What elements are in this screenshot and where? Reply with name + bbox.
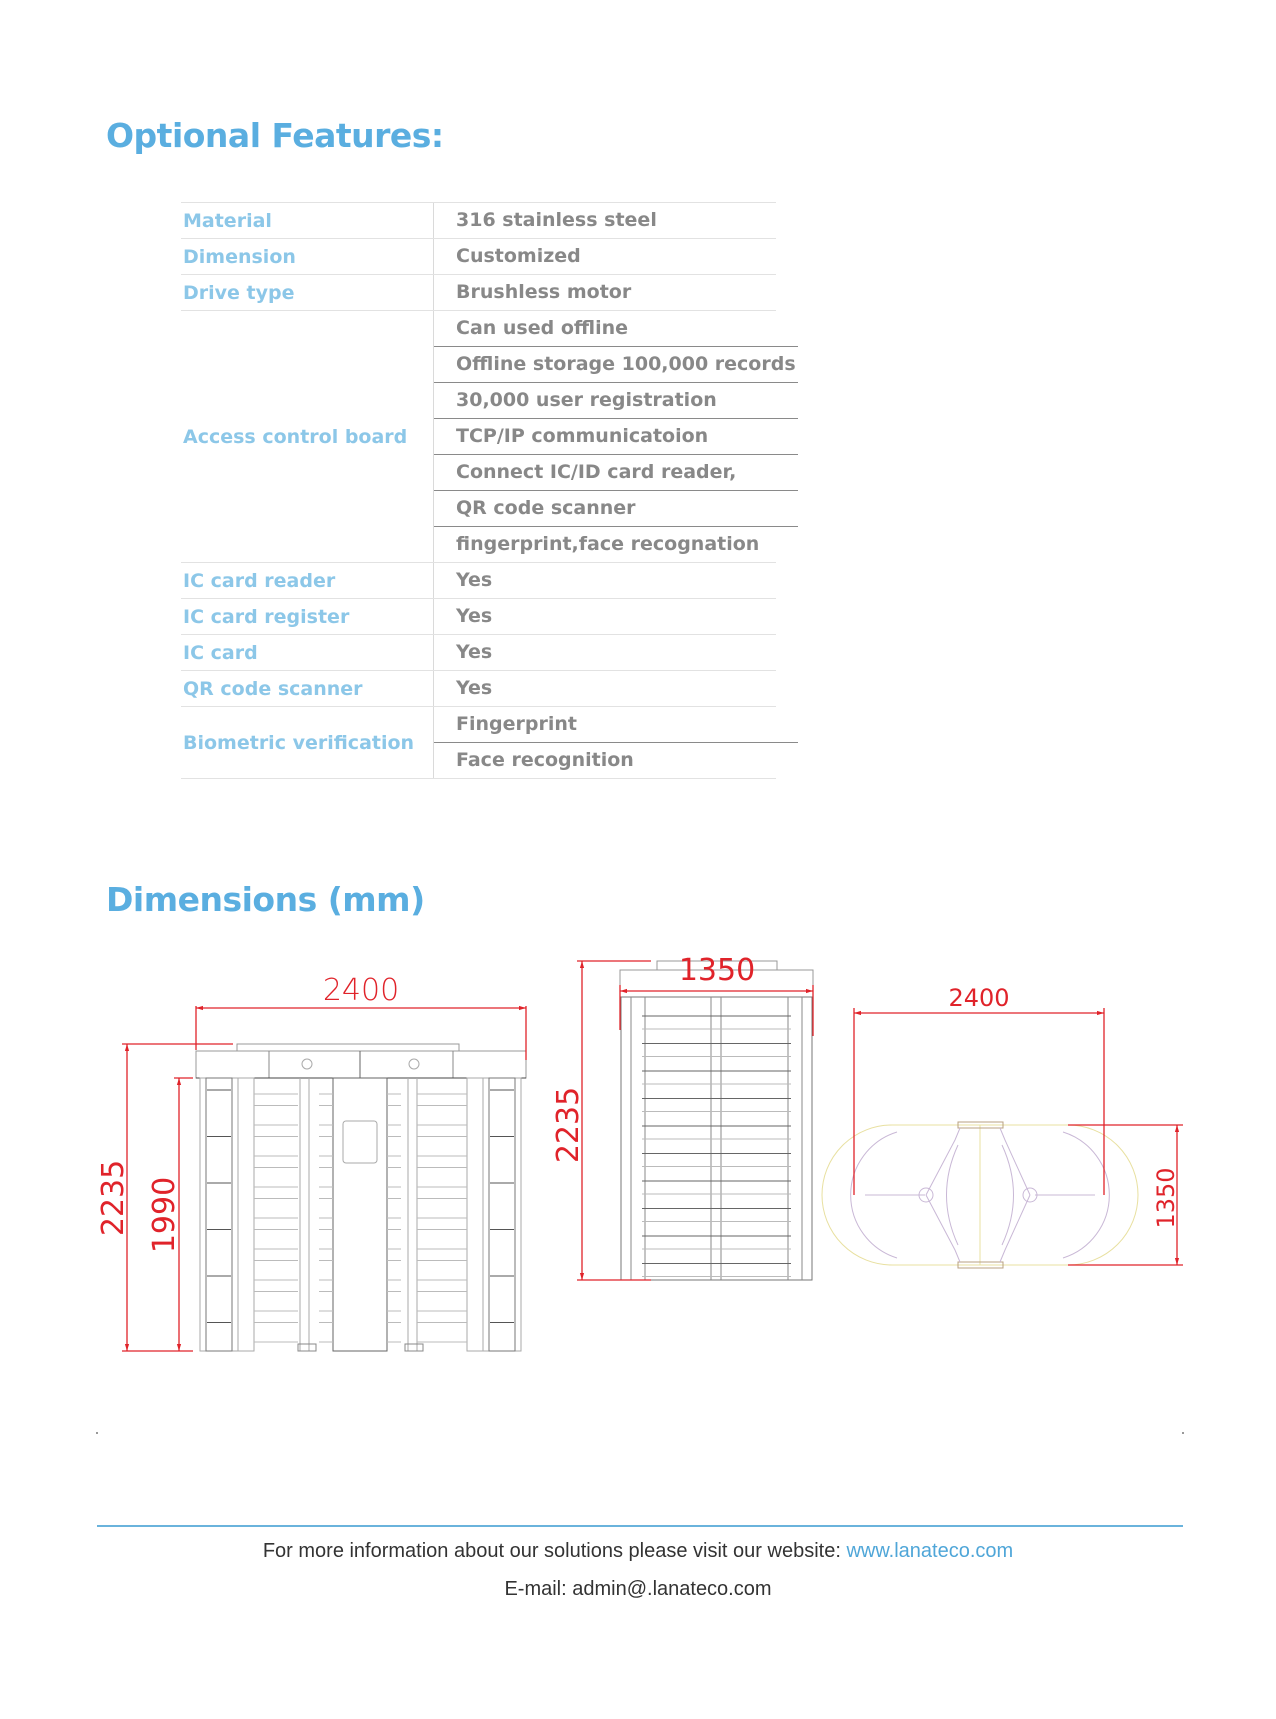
spec-values — [434, 635, 776, 670]
spec-label: Dimension — [181, 239, 434, 274]
spec-value: Yes — [456, 569, 493, 591]
side-height-label: 2235 — [551, 1086, 586, 1164]
front-inner-height-label: 1990 — [147, 1176, 182, 1254]
footer-divider — [97, 1525, 1183, 1527]
spec-value: fingerprint,face recognation — [434, 526, 798, 562]
spec-value: Customized — [456, 245, 581, 267]
spec-value: Fingerprint — [456, 713, 577, 735]
footer-info-text: For more information about our solutions please visit our website: — [262, 1540, 847, 1562]
spec-label: QR code scanner — [181, 671, 434, 706]
spec-values — [434, 239, 776, 274]
top-view-drawing — [822, 984, 1183, 1268]
spec-value: Yes — [456, 605, 493, 627]
footer-info — [0, 1540, 1276, 1563]
spec-value: Connect IC/ID card reader, — [434, 454, 798, 490]
spec-value: QR code scanner — [434, 490, 798, 526]
front-total-height-label: 2235 — [96, 1159, 131, 1237]
spec-label: Access control board — [181, 311, 434, 562]
spec-label: IC card reader — [181, 563, 434, 598]
spec-value: Face recognition — [434, 742, 798, 778]
spec-values — [434, 599, 776, 634]
spec-values — [434, 707, 776, 778]
spec-label: IC card register — [181, 599, 434, 634]
spec-values — [434, 275, 776, 310]
spec-label: Biometric verification — [181, 707, 434, 778]
spec-value: Can used offline — [456, 317, 629, 339]
spec-value: 316 stainless steel — [456, 209, 657, 231]
spec-row — [181, 311, 796, 563]
spec-row — [181, 635, 776, 671]
spec-row — [181, 671, 776, 707]
spec-value: Offline storage 100,000 records — [434, 346, 798, 382]
top-width-label: 2400 — [948, 984, 1010, 1012]
spec-row — [181, 707, 776, 779]
spec-value: Yes — [456, 641, 493, 663]
spec-value: Brushless motor — [456, 281, 632, 303]
spec-values — [434, 203, 776, 238]
spec-row — [181, 563, 776, 599]
page-mark-left — [96, 1432, 98, 1434]
front-width-label: 2400 — [322, 973, 400, 1008]
spec-values — [434, 671, 776, 706]
spec-label: IC card — [181, 635, 434, 670]
page-mark-right — [1182, 1432, 1184, 1434]
side-view-drawing — [551, 953, 813, 1280]
top-depth-label: 1350 — [1152, 1167, 1180, 1229]
front-view-drawing — [96, 973, 526, 1351]
spec-value: 30,000 user registration — [434, 382, 798, 418]
spec-value: TCP/IP communicatoion — [434, 418, 798, 454]
spec-values — [434, 563, 776, 598]
spec-label: Material — [181, 203, 434, 238]
dimensions-heading: Dimensions (mm) — [106, 880, 425, 919]
spec-row — [181, 239, 776, 275]
optional-features-heading: Optional Features: — [106, 116, 444, 155]
spec-row — [181, 202, 776, 239]
spec-label: Drive type — [181, 275, 434, 310]
dimension-drawings — [0, 940, 1276, 1360]
spec-row — [181, 275, 776, 311]
footer-email: E-mail: admin@.lanateco.com — [504, 1578, 772, 1600]
spec-row — [181, 599, 776, 635]
website-link[interactable]: www.lanateco.com — [846, 1540, 1014, 1562]
spec-value: Yes — [456, 677, 493, 699]
spec-table — [181, 202, 796, 779]
spec-values — [434, 311, 796, 562]
side-width-label: 1350 — [678, 953, 756, 988]
